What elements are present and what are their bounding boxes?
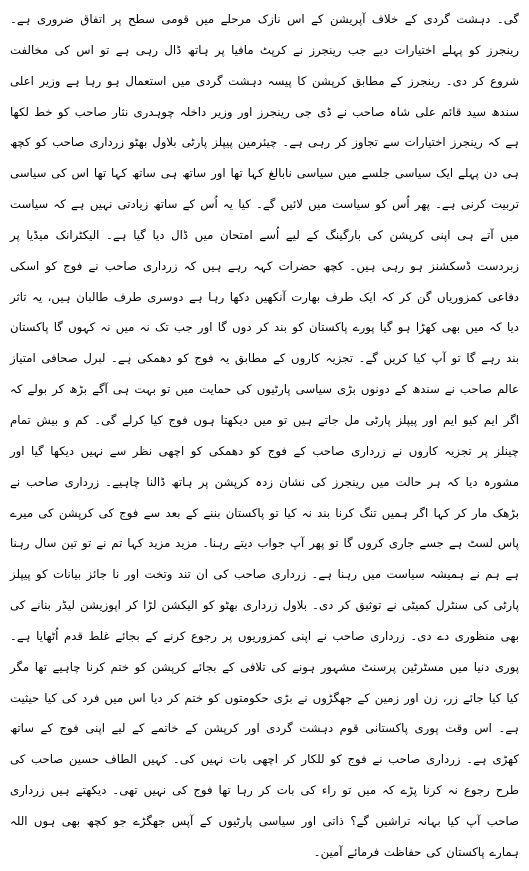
article-body-text: گی۔ دہشت گردی کے خلاف آپریشن کے اس نازک مرحلے میں قومی سطح پر اتفاق ضروری ہے۔ رینجرز کو پہلے اختیارات دیے جب رینجرز نے کرپٹ مافیا پر ہاتھ ڈال رہی ہے تو اس کی مخالفت شروع کر دی۔ رینجرز کے مطابق کرپشن کا پیسہ دہشت گردی میں استعمال ہو رہا ہے وزیر اعلی سندھ سید قائم علی شاہ صاحب نے ڈی جی رینجرز اور وزیر داخلہ چوہدری نثار صاحب کو خط لکھا ہے کہ رینجرز اختیارات سے تجاوز کر رہی ہے۔ چیئرمین پیپلز پارٹی بلاول بھٹو زرداری صاحب کو کچھ ہی دن پہلے ایک سیاسی جلسے میں سیاسی نابالغ کہا تھا اور ساتھ ہی ساتھ کہا تھا اس کی سیاسی تربیت کرنی ہے۔ پھر اُس کو سیاست میں لائیں گے۔ کیا یہ اُس کے ساتھ زیادتی نہیں ہے کہ سیاست میں آتے ہی اپنی کرپشن کی بارگینگ کے لیے اُسے امتحان میں ڈال دیا گیا ہے۔ الیکٹرانک میڈیا پر زبردست ڈسکشنز ہو رہی ہیں۔ کچھ حضرات کہہ رہے ہیں کہ زرداری صاحب نے فوج کو اسکی دفاعی کمزوریاں گن کر کہ ایک طرف بھارت آنکھیں دکھا رہا ہے دوسری طرف طالبان ہیں، یہ تاثر دیا کہ میں بھی کھڑا ہو گیا پورے پاکستان کو بند کر دوں گا اور جب تک نہ میں نہ کہوں گا پاکستان بند رہے گا تو آپ کیا کریں گے۔ تجزیہ کاروں کے مطابق یہ فوج کو دھمکی ہے۔ لبرل صحافی امتیاز عالم صاحب نے سندھ کے دونوں بڑی سیاسی پارٹیوں کی حمایت میں تو بہت ہی آگے بڑھ کر بولے کہ اگر ایم کیو ایم اور پیپلز پارٹی مل جاتے ہیں تو میں دیکھتا ہوں فوج کیا کرلے گی۔ کم و بیش تمام چینلز پر تجزیہ کاروں نے زرداری صاحب کے فوج کو دھمکی کو اچھی نظر سے نہیں دیکھا گیا اور مشورہ دیا کہ ہر حالت میں رینجرز کی نشان زدہ کرپشن پر ہاتھ ڈالنا چاہیے۔ زرداری صاحب نے بڑھک مار کر کہا اگر ہمیں تنگ کرنا بند نہ کیا تو پاکستان بننے کے بعد سے فوج کی کرپشن کی میرے پاس لسٹ ہے جسے جاری کروں گا تو پھر آپ جواب دیتے رہنا۔ مزید مزید کہا تم نے تو تین سال رہنا ہے ہم نے ہمیشہ سیاست میں رہنا ہے۔ زرداری صاحب کی ان تند وتخت اور نا جائز بیانات کو پیپلز پارٹی کی سنٹرل کمیٹی نے توثیق کر دی۔ بلاول زرداری بھٹو کو الیکشن لڑا کر اپوزیشن لیڈر بنانے کی بھی منظوری دے دی۔ زرداری صاحب نے اپنی کمزوریوں پر رجوع کرنے کے بجائے غلط قدم اُٹھایا ہے۔ پوری دنیا میں مسٹرٹین پرسنٹ مشہور ہونے کی تلافی کے بجائے کرپشن کو ختم کرنا چاہیے تھا مگر کیا کیا جائے زر، زن اور زمین کے جھگڑوں نے بڑی حکومتوں کو ختم کر دیا اس میں فرد کی کیا حیثیت ہے۔ اس وقت پوری پاکستانی قوم دہشت گردی اور کرپشن کے خاتمے کے لیے اپنی فوج کے ساتھ کھڑی ہے۔ زرداری صاحب نے فوج کو للکار کر اچھی بات نہیں کی۔ کہیں الطاف حسین صاحب کی طرح رجوع نہ کرنا پڑے کہ میں تو راء کی بات کر رہا تھا فوج کی نہیں تھی۔ دیکھتے ہیں زرداری صاحب آپ کیا بہانہ تراشیں گے؟ ذاتی اور سیاسی پارٹیوں کے آپس جھگڑے جو کچھ بھی ہوں اللہ ہمارے پاکستان کی حفاظت فرمائے آمین۔	[10, 12, 519, 859]
